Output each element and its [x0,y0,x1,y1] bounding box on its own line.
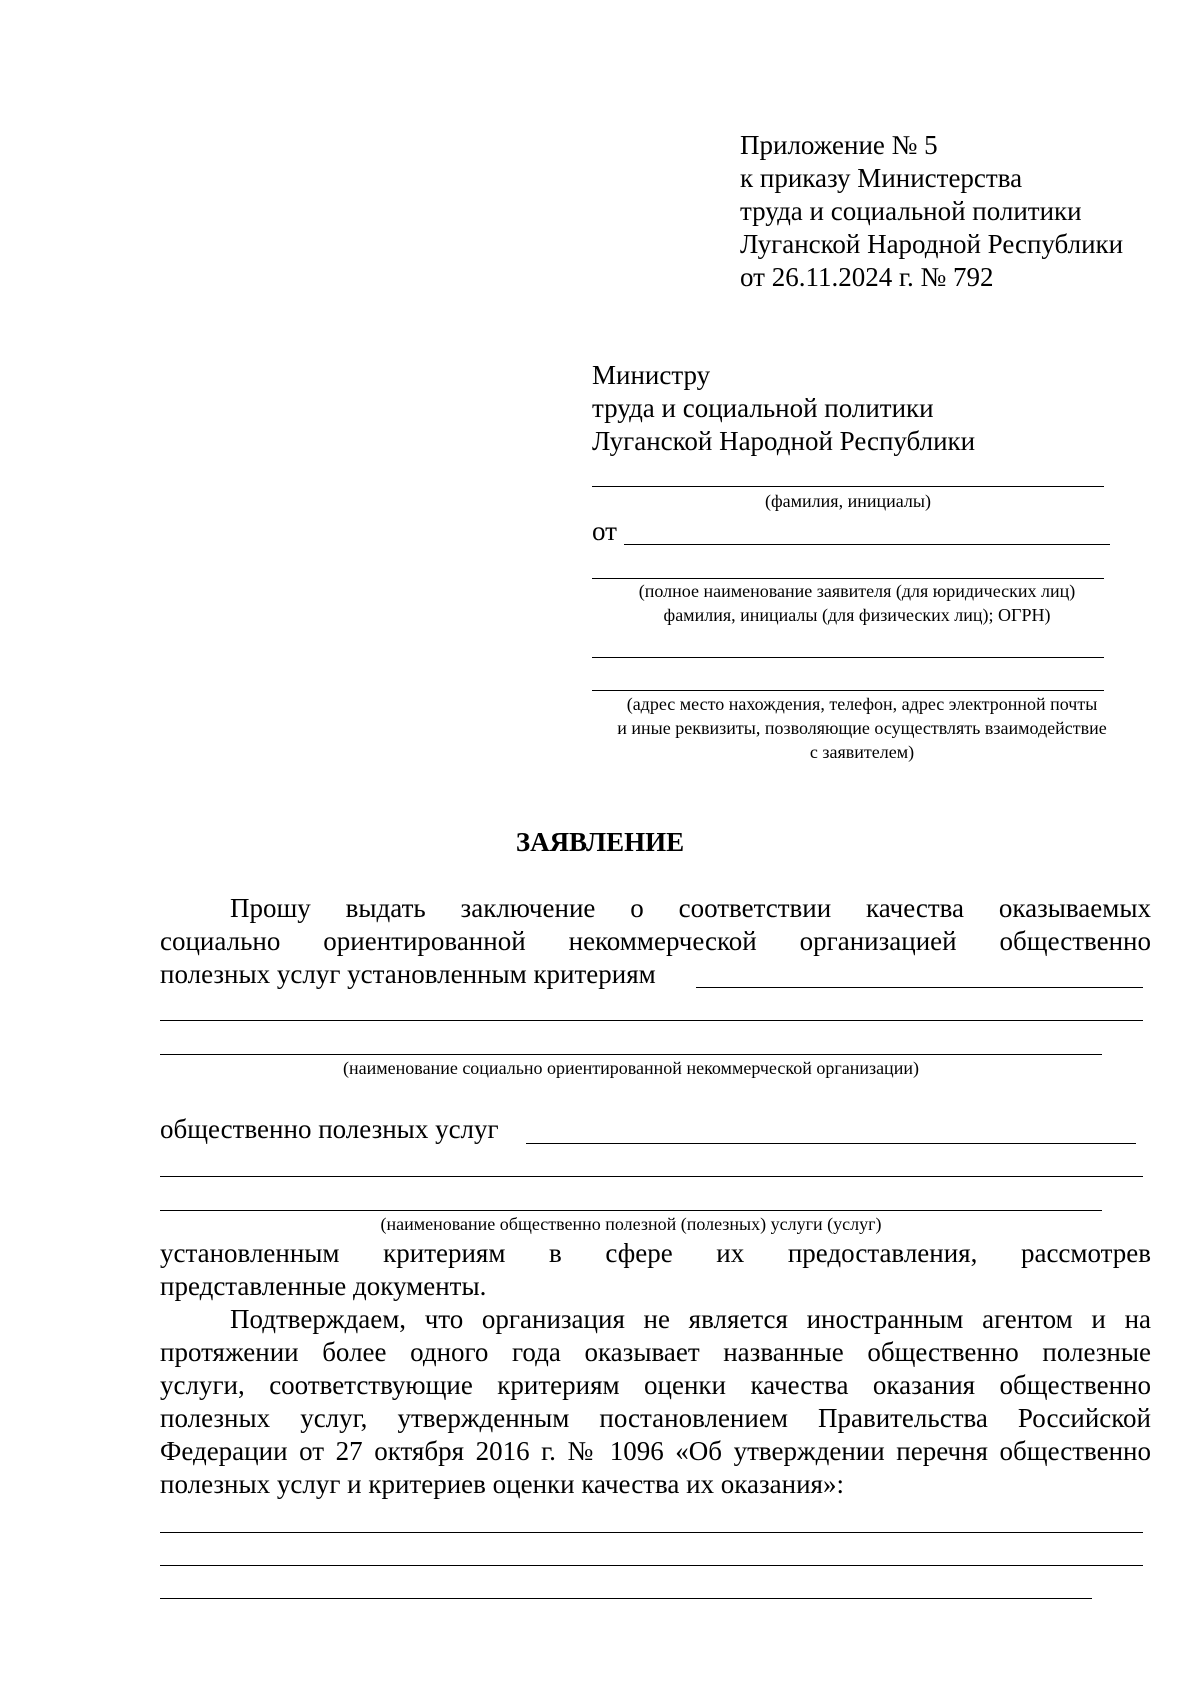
caption-org: (наименование социально ориентированной некоммерческой организации) [343,1058,919,1078]
appendix-line: Приложение № 5 [740,130,938,160]
caption-address-3: с заявителем) [809,742,915,762]
p3-line2: протяжении более одного года оказывает названные общественно полезные [160,1337,1151,1367]
confirmation-fill-line-2[interactable] [160,1565,1143,1566]
from-label: от [592,516,617,546]
applicant-fill-line[interactable] [592,578,1104,579]
caption-name: (фамилия, инициалы) [765,491,931,511]
services-fill-line-3[interactable] [160,1210,1102,1211]
addressee-line: труда и социальной политики [592,393,934,423]
p3-line6: полезных услуг и критериев оценки качества их оказания»: [160,1469,844,1499]
caption-applicant-1: (полное наименование заявителя (для юридических лиц) [638,581,1076,601]
org-fill-line-1[interactable] [160,1020,1143,1021]
p1-line2: социально ориентированной некоммерческой организацией общественно [160,926,1151,956]
p3-line1: Подтверждаем, что организация не является иностранным агентом и на [230,1304,1151,1334]
caption-address-2: и иные реквизиты, позволяющие осуществлять взаимодействие [617,718,1107,738]
caption-applicant-2: фамилия, инициалы (для физических лиц); ОГРН) [663,605,1051,625]
address-fill-line-2[interactable] [592,690,1104,691]
p2-line2: представленные документы. [160,1271,487,1301]
confirmation-fill-line-3[interactable] [160,1598,1092,1599]
p3-line3: услуги, соответствующие критериям оценки качества оказания общественно [160,1370,1151,1400]
addressee-line: Луганской Народной Республики [592,426,976,456]
from-fill-line[interactable] [624,544,1110,545]
p3-line4: полезных услуг, утвержденным постановлением Правительства Российской [160,1403,1151,1433]
services-fill-line-1[interactable] [526,1143,1136,1144]
p1-line3: полезных услуг установленным критериям [160,959,656,989]
appendix-line: Луганской Народной Республики [740,229,1124,259]
services-fill-line-2[interactable] [160,1176,1143,1177]
org-fill-line-2[interactable] [160,1054,1102,1055]
address-fill-line-1[interactable] [592,657,1104,658]
confirmation-fill-line-1[interactable] [160,1532,1143,1533]
p3-line5: Федерации от 27 октября 2016 г. № 1096 «Об утверждении перечня общественно [160,1436,1151,1466]
appendix-line: труда и социальной политики [740,196,1082,226]
caption-address-1: (адрес место нахождения, телефон, адрес электронной почты [626,694,1098,714]
services-label: общественно полезных услуг [160,1114,499,1144]
document-title: ЗАЯВЛЕНИЕ [515,827,685,857]
caption-services: (наименование общественно полезной (полезных) услуги (услуг) [380,1214,882,1234]
p2-line1: установленным критериям в сфере их предоставления, рассмотрев [160,1238,1151,1268]
p1-line1: Прошу выдать заключение о соответствии качества оказываемых [230,893,1151,923]
appendix-line: к приказу Министерства [740,163,1023,193]
addressee-line: Министру [592,360,711,390]
appendix-line: от 26.11.2024 г. № 792 [740,262,994,292]
criteria-fill-line[interactable] [696,987,1143,988]
name-fill-line[interactable] [592,486,1104,487]
